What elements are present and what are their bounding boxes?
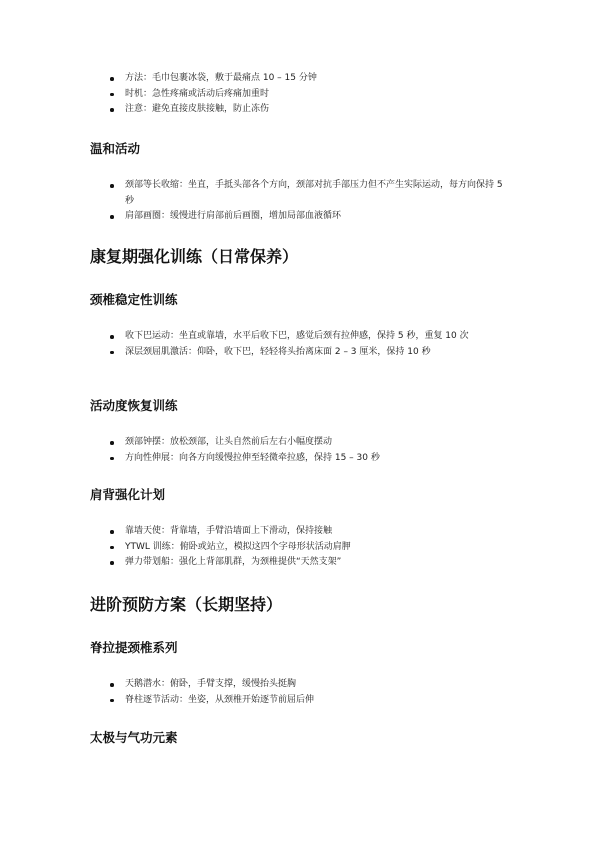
list-item: 方向性伸展：向各方向缓慢拉伸至轻微牵拉感，保持 15 – 30 秒 [0, 451, 595, 467]
list-item: YTWL 训练：俯卧或站立，模拟这四个字母形状活动肩胛 [0, 540, 595, 556]
section-heading-gentle-activity: 温和活动 [90, 141, 141, 156]
list-item: 方法：毛巾包裹冰袋，敷于最痛点 10 – 15 分钟 [0, 71, 595, 87]
list-item: 肩部画圈：缓慢进行肩部前后画圈，增加局部血液循环 [0, 209, 595, 225]
stability-list [0, 329, 595, 360]
section-heading-rehab: 康复期强化训练（日常保养） [90, 247, 299, 266]
list-item: 脊柱逐节活动：坐姿，从颈椎开始逐节前屈后伸 [0, 693, 595, 709]
list-item: 弹力带划船：强化上背部肌群，为颈椎提供“天然支架” [0, 555, 595, 571]
shoulder-list [0, 524, 595, 571]
section-heading-mobility: 活动度恢复训练 [90, 398, 178, 413]
list-item: 天鹅潜水：俯卧，手臂支撑，缓慢抬头挺胸 [0, 677, 595, 693]
section-heading-advanced: 进阶预防方案（长期坚持） [90, 595, 283, 614]
ice-therapy-list [0, 71, 595, 118]
list-item: 深层颈屈肌激活：仰卧，收下巴，轻轻将头抬离床面 2 – 3 厘米，保持 10 秒 [0, 345, 595, 361]
list-item: 时机：急性疼痛或活动后疼痛加重时 [0, 87, 595, 103]
section-heading-spine: 脊拉提颈椎系列 [90, 640, 178, 655]
section-heading-stability: 颈椎稳定性训练 [90, 292, 178, 307]
section-heading-taichi: 太极与气功元素 [90, 730, 178, 745]
list-item: 收下巴运动：坐直或靠墙，水平后收下巴，感觉后颈有拉伸感，保持 5 秒，重复 10 次 [0, 329, 595, 345]
list-item: 注意：避免直接皮肤接触，防止冻伤 [0, 102, 595, 118]
mobility-list [0, 435, 595, 466]
section-heading-shoulder: 肩背强化计划 [90, 487, 166, 502]
list-item: 靠墙天使：背靠墙，手臂沿墙面上下滑动，保持接触 [0, 524, 595, 540]
list-item: 颈部等长收缩：坐直，手抵头部各个方向，颈部对抗手部压力但不产生实际运动，每方向保持 5 秒 [0, 178, 595, 209]
list-item: 颈部钟摆：放松颈部，让头自然前后左右小幅度摆动 [0, 435, 595, 451]
gentle-activity-list [0, 178, 595, 225]
spine-list [0, 677, 595, 708]
